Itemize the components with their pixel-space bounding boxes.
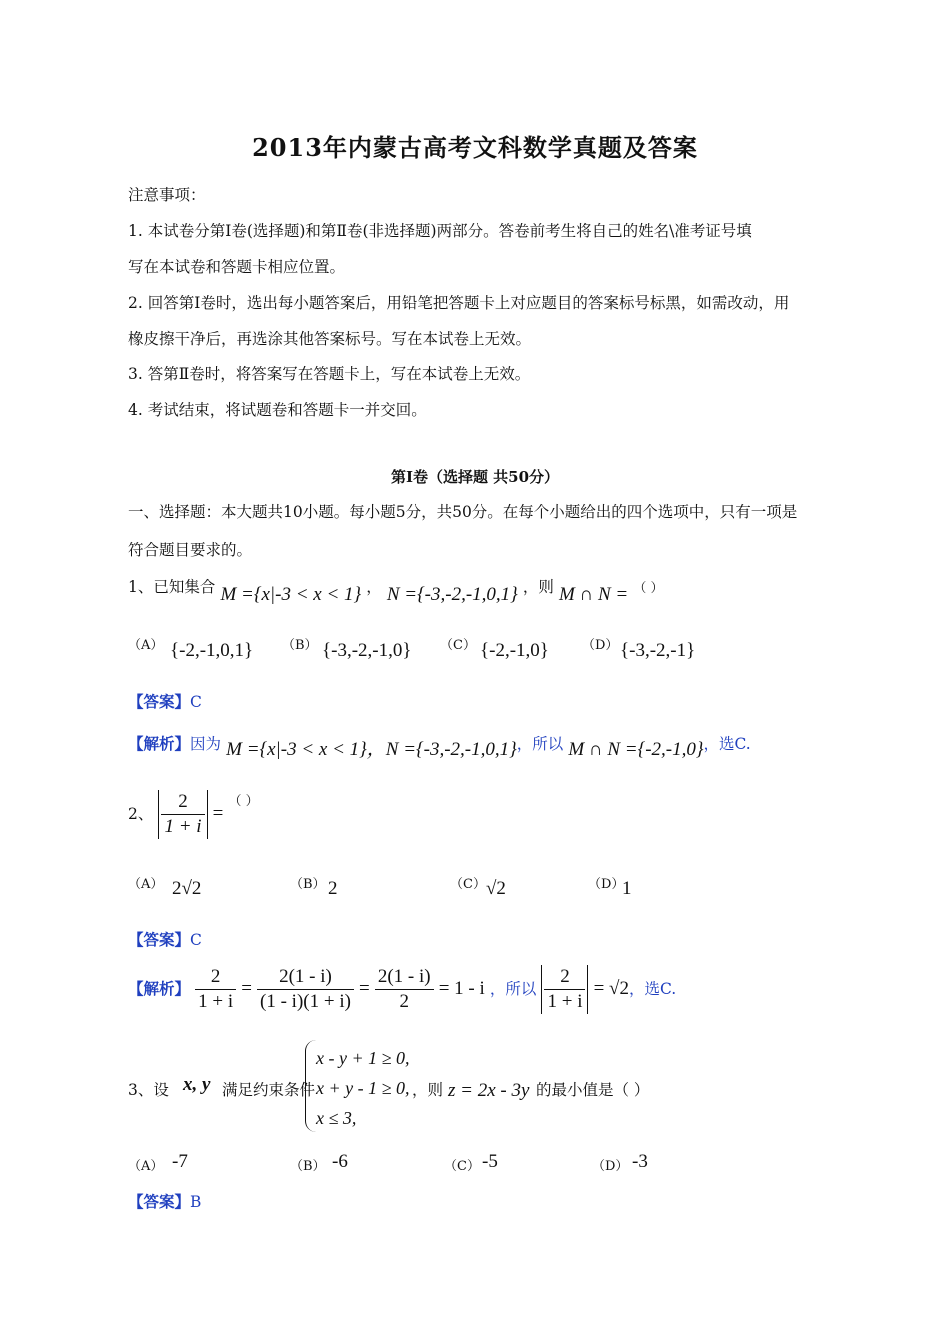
q1-option-c: {-2,-1,0} (480, 640, 549, 661)
q2-option-b: 2 (328, 878, 338, 899)
page-title: 2013年内蒙古高考文科数学真题及答案 (252, 133, 698, 162)
q3-constraint-1: x - y + 1 ≥ 0, (316, 1048, 410, 1068)
q2-answer (128, 928, 202, 950)
q1-option-c-label: （C） (440, 638, 476, 653)
q3-option-b-label: （B） (290, 1159, 326, 1174)
q3-ask: 的最小值是（ ） (536, 1081, 650, 1099)
q1-analysis-because: 因为 (190, 735, 222, 753)
section-title: 第Ⅰ卷（选择题 共50分） (390, 468, 560, 486)
q1-analysis-so: ，所以 (516, 735, 564, 753)
q3-then: ，则 (412, 1081, 444, 1099)
q2-eq: = (212, 803, 224, 824)
q1-option-b-label: （B） (282, 638, 318, 653)
q2-analysis-choose: ，选C. (628, 980, 677, 998)
q2-analysis-frac-3 (375, 965, 434, 1014)
question-1 (128, 575, 664, 605)
q2-option-c: √2 (486, 878, 506, 899)
q2-fraction (161, 790, 204, 839)
q1-option-a: {-2,-1,0,1} (170, 640, 254, 661)
q2-option-b-label: （B） (290, 877, 326, 892)
q2-analysis-abs (541, 965, 588, 1014)
notice-item-3: 3. 答第Ⅱ卷时，将答案写在答题卡上，写在本试卷上无效。 (128, 365, 531, 383)
q1-analysis-result: M ∩ N ={-2,-1,0} (568, 739, 704, 760)
q1-answer (128, 690, 202, 712)
q3-condition-label: 满足约束条件 (222, 1081, 316, 1099)
q2-analysis-frac-2-num: 2(1 - i) (257, 965, 354, 990)
q3-option-d: -3 (632, 1151, 648, 1172)
q1-option-d: {-3,-2,-1} (620, 640, 696, 661)
q3-brace (305, 1040, 316, 1132)
q3-option-a: -7 (172, 1151, 188, 1172)
q1-answer-key: 【答案】 (128, 692, 191, 711)
q3-constraint-3: x ≤ 3, (316, 1108, 357, 1128)
q2-analysis-frac-1 (195, 965, 236, 1014)
q2-answer-key: 【答案】 (128, 930, 191, 949)
intro-line-1: 一、选择题：本大题共10小题。每小题5分，共50分。在每个小题给出的四个选项中，只有一项是 (128, 503, 798, 521)
q1-then: ，则 (522, 578, 554, 596)
q2-analysis-eq-1: = (241, 978, 252, 999)
q1-option-d-label: （D） (582, 638, 619, 653)
intro-line-2: 符合题目要求的。 (128, 541, 253, 559)
q2-option-d-label: （D） (588, 877, 625, 892)
q2-analysis-eq-3: = 1 - i (438, 978, 485, 999)
q2-analysis-frac-3-den: 2 (399, 991, 409, 1012)
q3-objective: z = 2x - 3y (448, 1080, 530, 1101)
q1-answer-value: C (190, 693, 202, 711)
q3-prefix: 3、设 (128, 1081, 169, 1099)
q3-answer (128, 1190, 201, 1212)
q2-analysis-result: = √2 (593, 978, 629, 999)
q2-analysis-frac-4-num: 2 (544, 965, 585, 990)
notice-item-2-line-1: 2. 回答第Ⅰ卷时，选出每小题答案后，用铅笔把答题卡上对应题目的答案标号标黑，如需改动，用 (128, 294, 790, 312)
notice-item-1-line-2: 写在本试卷和答题卡相应位置。 (128, 258, 346, 276)
q2-analysis-frac-1-num: 2 (195, 965, 236, 990)
q2-fraction-num: 2 (161, 790, 204, 815)
q3-constraint-2: x + y - 1 ≥ 0, (316, 1078, 410, 1098)
q1-paren: （ ） (633, 581, 664, 596)
q3-vars: x, y (183, 1074, 211, 1095)
q2-paren: （ ） (228, 794, 259, 809)
q1-comma: ， (366, 578, 382, 596)
q2-option-c-label: （C） (450, 877, 486, 892)
q3-answer-key: 【答案】 (128, 1192, 191, 1211)
notice-heading: 注意事项： (128, 186, 206, 204)
q2-analysis-frac-2 (257, 965, 354, 1014)
question-2 (128, 790, 259, 839)
q1-analysis-m: M ={x|-3 < x < 1} (226, 739, 367, 760)
q1-analysis-n: ，N ={-3,-2,-1,0,1} (366, 739, 517, 760)
q1-set-m: M ={x|-3 < x < 1} (220, 584, 362, 605)
q3-option-a-label: （A） (128, 1159, 164, 1174)
q3-option-c: -5 (482, 1151, 498, 1172)
q1-expr: M ∩ N = (558, 584, 629, 605)
q2-analysis-frac-4-den: 1 + i (547, 991, 583, 1012)
q1-analysis-key: 【解析】 (128, 734, 191, 753)
q2-analysis-key: 【解析】 (128, 979, 191, 998)
q2-option-d: 1 (622, 878, 632, 899)
q2-option-a-label: （A） (128, 877, 164, 892)
q1-analysis-choose: ，选C. (703, 735, 751, 753)
q1-option-b: {-3,-2,-1,0} (322, 640, 412, 661)
q2-analysis-frac-2-den: (1 - i)(1 + i) (260, 991, 351, 1012)
q3-option-d-label: （D） (592, 1159, 629, 1174)
q1-set-n: N ={-3,-2,-1,0,1} (386, 584, 518, 605)
q2-option-a: 2√2 (172, 878, 202, 899)
q2-prefix: 2、 (128, 805, 154, 823)
q2-analysis-frac-1-den: 1 + i (198, 991, 234, 1012)
q3-answer-value: B (190, 1193, 202, 1211)
q2-abs-value (158, 790, 207, 839)
q2-analysis (128, 965, 676, 1014)
q2-analysis-frac-3-num: 2(1 - i) (375, 965, 434, 990)
q1-analysis (128, 728, 751, 760)
q2-answer-value: C (190, 931, 202, 949)
q2-analysis-so: ，所以 (489, 980, 537, 998)
notice-item-1-line-1: 1. 本试卷分第Ⅰ卷(选择题)和第Ⅱ卷(非选择题)两部分。答卷前考生将自己的姓名\准考证号填 (128, 222, 752, 240)
q2-analysis-frac-4 (544, 965, 585, 1014)
q3-option-b: -6 (332, 1151, 348, 1172)
q2-fraction-den: 1 + i (164, 816, 202, 837)
q2-analysis-eq-2: = (359, 978, 370, 999)
notice-item-4: 4. 考试结束，将试题卷和答题卡一并交回。 (128, 401, 427, 419)
q1-prefix: 1、已知集合 (128, 578, 216, 596)
q3-option-c-label: （C） (444, 1159, 480, 1174)
notice-item-2-line-2: 橡皮擦干净后，再选涂其他答案标号。写在本试卷上无效。 (128, 330, 532, 348)
q1-option-a-label: （A） (128, 638, 164, 653)
